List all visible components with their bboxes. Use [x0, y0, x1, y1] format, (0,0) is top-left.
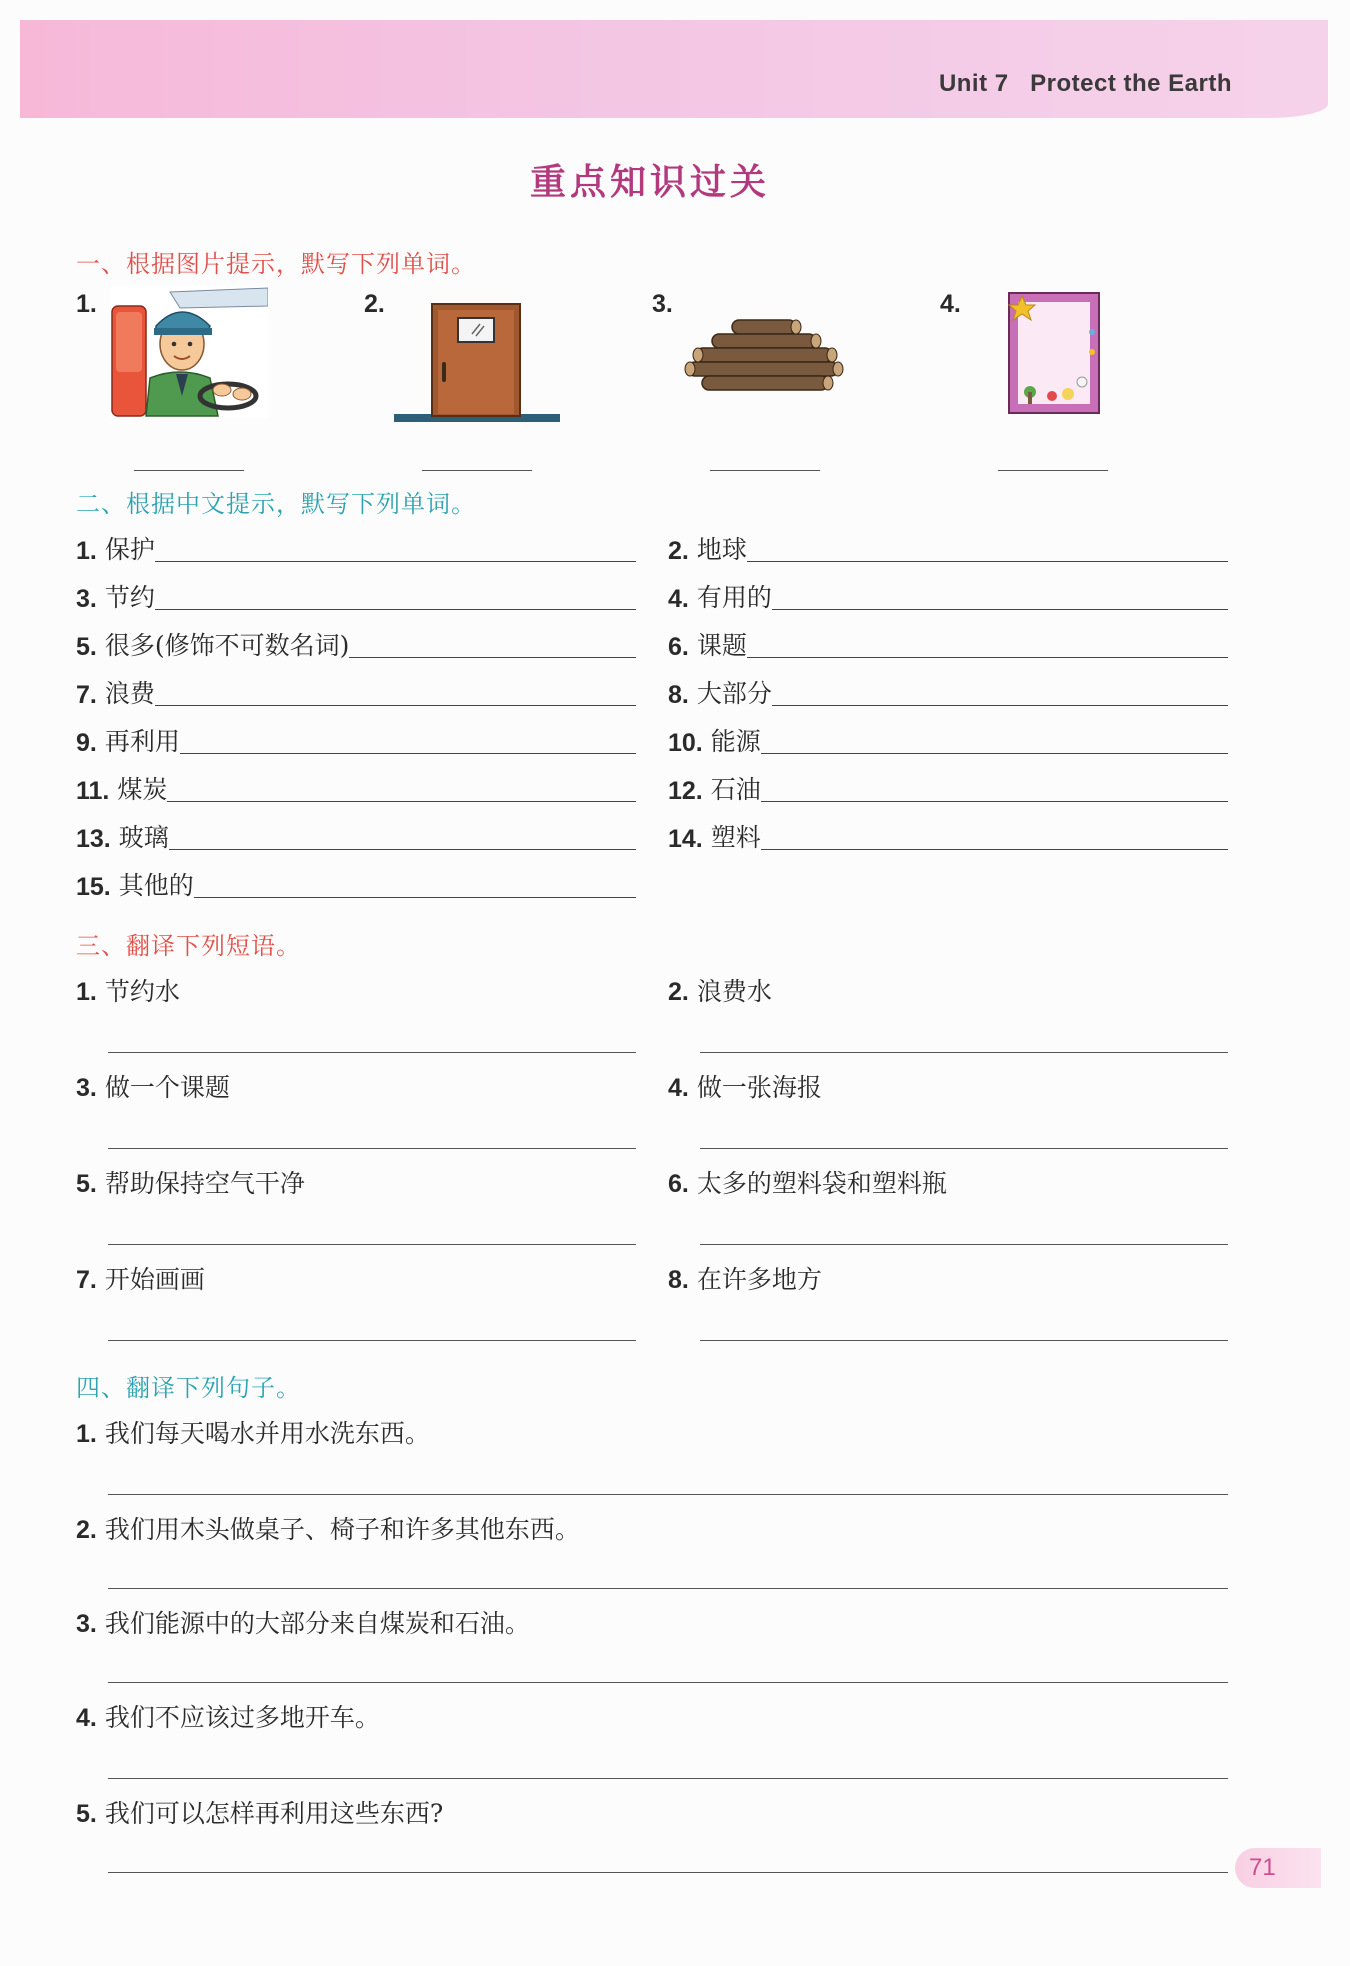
unit-title	[939, 70, 1232, 98]
item-text: 我们可以怎样再利用这些东西?	[104, 1799, 444, 1828]
item-text: 塑料	[710, 823, 761, 852]
item-number: 12.	[668, 777, 703, 805]
item-number: 14.	[668, 825, 703, 853]
answer-line[interactable]	[108, 1052, 636, 1053]
vocab-row-13	[76, 818, 636, 854]
item-text: 很多(修饰不可数名词)	[104, 631, 350, 660]
sentence-item-1	[76, 1414, 430, 1450]
item-text: 煤炭	[117, 775, 168, 804]
item-number: 10.	[668, 729, 703, 757]
answer-line[interactable]	[349, 656, 636, 658]
item-text: 浪费	[104, 679, 155, 708]
answer-line[interactable]	[108, 1494, 1228, 1495]
answer-line[interactable]	[747, 560, 1228, 562]
item-number: 3.	[76, 1074, 97, 1102]
vocab-row-15	[76, 866, 636, 902]
item-number: 1.	[76, 1420, 97, 1448]
wood-logs-icon	[682, 318, 848, 402]
page-title: 重点知识过关	[529, 162, 770, 203]
item-text: 浪费水	[696, 977, 772, 1006]
item-text: 帮助保持空气干净	[104, 1169, 305, 1198]
answer-line[interactable]	[700, 1148, 1228, 1149]
vocab-row-8	[668, 674, 1228, 710]
answer-line[interactable]	[108, 1340, 636, 1341]
item-number: 6.	[668, 633, 689, 661]
answer-line[interactable]	[108, 1148, 636, 1149]
item-text: 太多的塑料袋和塑料瓶	[696, 1169, 947, 1198]
vocab-row-12	[668, 770, 1228, 806]
phrase-item-2	[668, 972, 772, 1008]
driver-icon	[110, 286, 268, 418]
phrase-item-7	[76, 1260, 205, 1296]
answer-line[interactable]	[167, 800, 636, 802]
item-text: 石油	[710, 775, 761, 804]
item-number: 7.	[76, 1266, 97, 1294]
item-number: 8.	[668, 681, 689, 709]
section2-heading: 二、根据中文提示，默写下列单词。	[76, 490, 476, 518]
phrase-item-8	[668, 1260, 822, 1296]
item-text: 我们每天喝水并用水洗东西。	[104, 1419, 430, 1448]
answer-line[interactable]	[700, 1340, 1228, 1341]
item-text: 我们用木头做桌子、椅子和许多其他东西。	[104, 1515, 580, 1544]
item-number: 4.	[668, 1074, 689, 1102]
answer-line[interactable]	[108, 1588, 1228, 1589]
answer-line[interactable]	[700, 1052, 1228, 1053]
item-number: 1.	[76, 978, 97, 1006]
item-number: 13.	[76, 825, 111, 853]
answer-line[interactable]	[422, 470, 532, 471]
vocab-row-14	[668, 818, 1228, 854]
item-number: 2.	[668, 537, 689, 565]
answer-line[interactable]	[700, 1244, 1228, 1245]
item-number: 5.	[76, 633, 97, 661]
answer-line[interactable]	[180, 752, 636, 754]
sentence-item-4	[76, 1698, 380, 1734]
item-text: 大部分	[696, 679, 772, 708]
item-number: 3.	[652, 290, 673, 318]
door-icon	[394, 300, 560, 422]
answer-line[interactable]	[108, 1872, 1228, 1873]
answer-line[interactable]	[761, 800, 1228, 802]
item-text: 地球	[696, 535, 747, 564]
vocab-row-4	[668, 578, 1228, 614]
item-number: 6.	[668, 1170, 689, 1198]
item-text: 我们不应该过多地开车。	[104, 1703, 380, 1732]
item-text: 其他的	[118, 871, 194, 900]
sentence-item-5	[76, 1794, 443, 1830]
item-number: 1.	[76, 537, 97, 565]
item-number: 5.	[76, 1170, 97, 1198]
item-number: 4.	[76, 1704, 97, 1732]
vocab-row-3	[76, 578, 636, 614]
phrase-item-1	[76, 972, 180, 1008]
section1-heading: 一、根据图片提示，默写下列单词。	[76, 250, 476, 278]
item-number: 3.	[76, 1610, 97, 1638]
item-number: 2.	[364, 290, 385, 318]
item-number: 1.	[76, 290, 97, 318]
answer-line[interactable]	[108, 1778, 1228, 1779]
item-number: 9.	[76, 729, 97, 757]
phrase-item-6	[668, 1164, 947, 1200]
item-number: 11.	[76, 777, 110, 805]
vocab-row-5	[76, 626, 636, 662]
item-text: 有用的	[696, 583, 772, 612]
answer-line[interactable]	[108, 1682, 1228, 1683]
poster-icon	[1008, 292, 1100, 414]
item-text: 玻璃	[118, 823, 169, 852]
answer-line[interactable]	[155, 560, 636, 562]
answer-line[interactable]	[155, 608, 636, 610]
answer-line[interactable]	[772, 608, 1228, 610]
item-number: 15.	[76, 873, 111, 901]
item-number: 4.	[668, 585, 689, 613]
sentence-item-3	[76, 1604, 530, 1640]
unit-number: Unit 7	[938, 70, 1009, 97]
phrase-item-5	[76, 1164, 305, 1200]
item-text: 在许多地方	[696, 1265, 822, 1294]
phrase-item-4	[668, 1068, 822, 1104]
item-number: 3.	[76, 585, 97, 613]
item-number: 2.	[668, 978, 689, 1006]
answer-line[interactable]	[772, 704, 1228, 706]
phrase-item-3	[76, 1068, 230, 1104]
vocab-row-1	[76, 530, 636, 566]
unit-name: Protect the Earth	[1030, 70, 1232, 97]
vocab-row-9	[76, 722, 636, 758]
vocab-row-2	[668, 530, 1228, 566]
item-text: 我们能源中的大部分来自煤炭和石油。	[104, 1609, 530, 1638]
item-text: 再利用	[104, 727, 180, 756]
section4-heading: 四、翻译下列句子。	[76, 1374, 301, 1402]
answer-line[interactable]	[710, 470, 820, 471]
answer-line[interactable]	[761, 848, 1228, 850]
item-text: 做一张海报	[696, 1073, 822, 1102]
answer-line[interactable]	[134, 470, 244, 471]
answer-line[interactable]	[998, 470, 1108, 471]
vocab-row-11	[76, 770, 636, 806]
answer-line[interactable]	[155, 704, 636, 706]
item-text: 节约	[104, 583, 155, 612]
item-text: 能源	[710, 727, 761, 756]
item-text: 课题	[696, 631, 747, 660]
page-number: 71	[1235, 1848, 1321, 1888]
answer-line[interactable]	[169, 848, 636, 850]
vocab-row-7	[76, 674, 636, 710]
sentence-item-2	[76, 1510, 580, 1546]
item-number: 4.	[940, 290, 961, 318]
answer-line[interactable]	[747, 656, 1228, 658]
item-number: 7.	[76, 681, 97, 709]
answer-line[interactable]	[108, 1244, 636, 1245]
header-band	[20, 20, 1328, 118]
section3-heading: 三、翻译下列短语。	[76, 932, 301, 960]
item-text: 节约水	[104, 977, 180, 1006]
item-text: 做一个课题	[104, 1073, 230, 1102]
answer-line[interactable]	[761, 752, 1228, 754]
item-number: 5.	[76, 1800, 97, 1828]
vocab-row-10	[668, 722, 1228, 758]
item-number: 8.	[668, 1266, 689, 1294]
item-text: 开始画画	[104, 1265, 205, 1294]
answer-line[interactable]	[194, 896, 636, 898]
vocab-row-6	[668, 626, 1228, 662]
item-text: 保护	[104, 535, 155, 564]
item-number: 2.	[76, 1516, 97, 1544]
